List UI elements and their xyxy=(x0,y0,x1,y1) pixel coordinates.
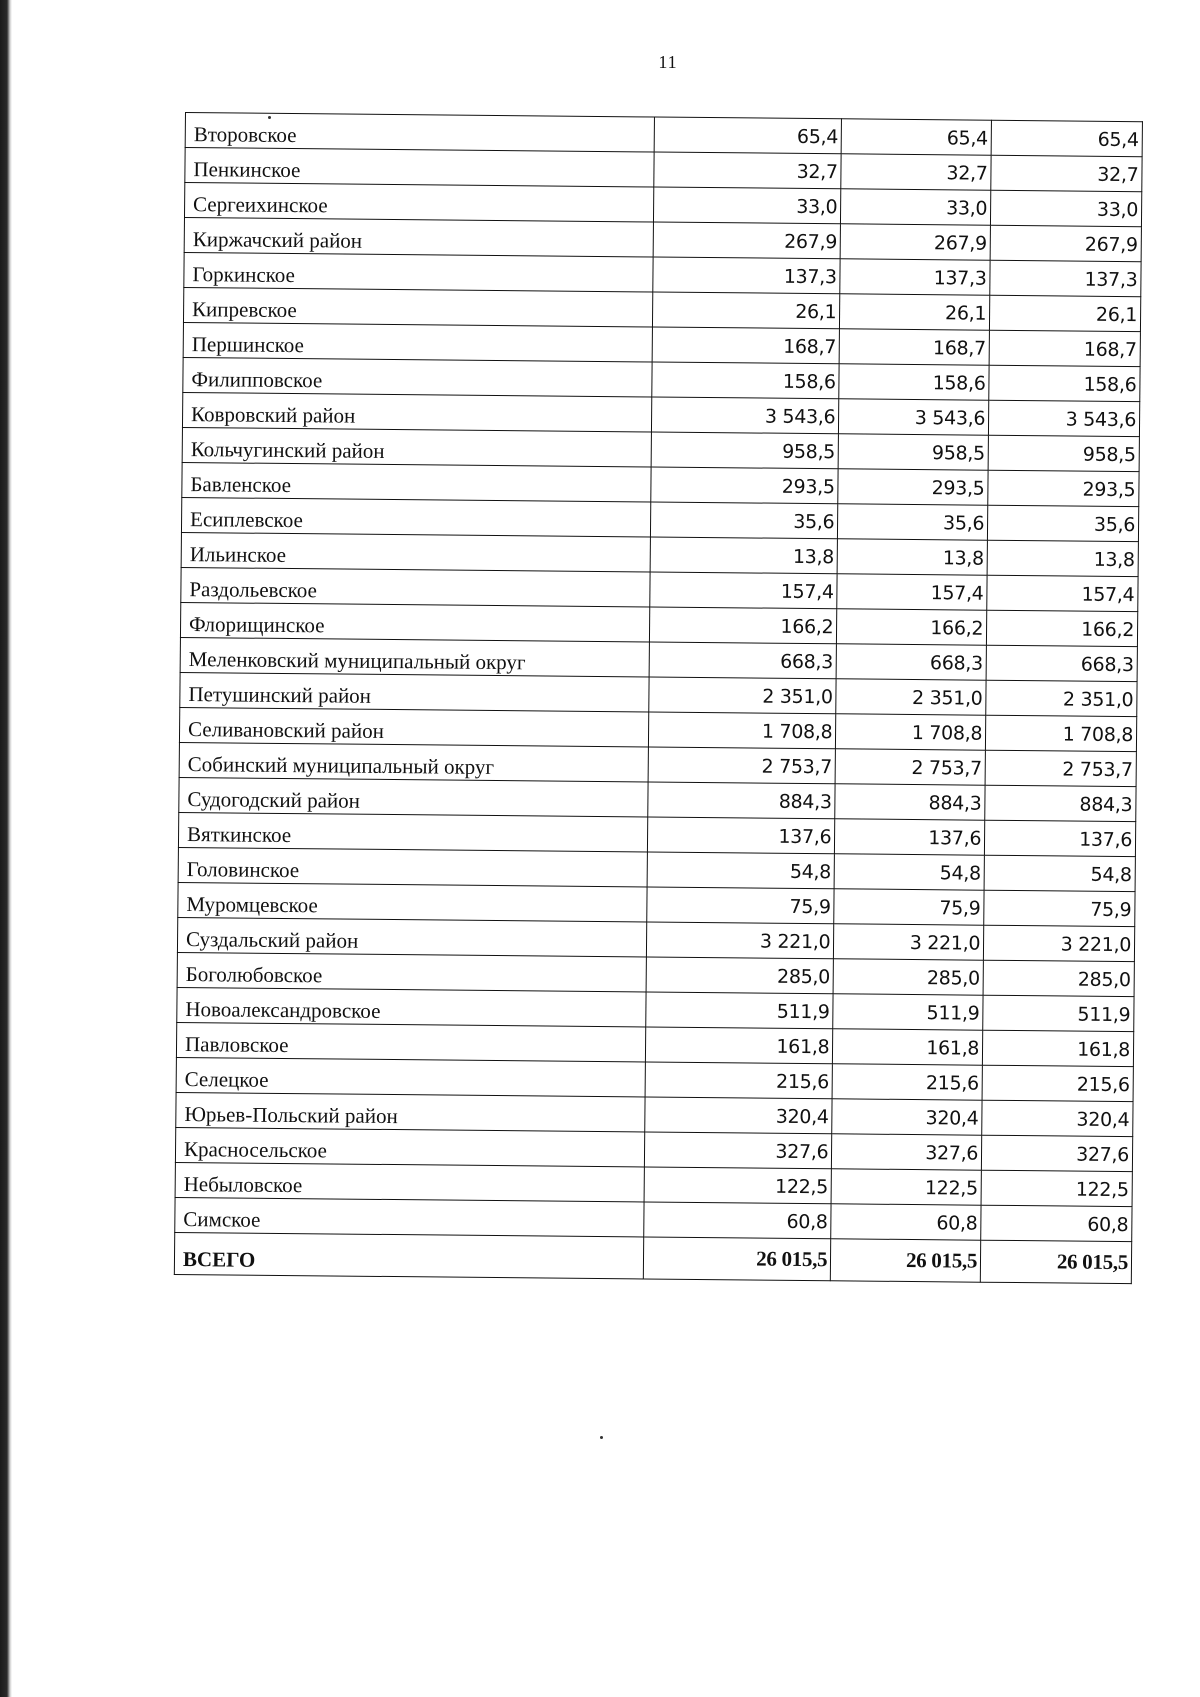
value-cell-col-3: 2 351,0 xyxy=(986,680,1137,716)
value-cell-col-1: 884,3 xyxy=(647,782,835,819)
row-name-cell: Ковровский район xyxy=(182,392,651,431)
row-name-cell: Головинское xyxy=(178,847,647,886)
row-name-cell: Кольчугинский район xyxy=(182,427,651,466)
value-cell-col-1: 137,6 xyxy=(647,817,835,854)
value-cell-col-1: 668,3 xyxy=(649,642,837,679)
value-cell-col-2: 166,2 xyxy=(837,609,987,645)
value-cell-col-1: 137,3 xyxy=(652,257,840,294)
value-cell-col-1: 158,6 xyxy=(651,362,839,399)
value-cell-col-2: 293,5 xyxy=(838,469,988,505)
row-name-cell: Пенкинское xyxy=(185,148,654,187)
row-name-cell: Есиплевское xyxy=(181,497,650,536)
value-cell-col-2: 65,4 xyxy=(841,119,991,155)
total-value-col-2: 26 015,5 xyxy=(831,1239,981,1282)
value-cell-col-2: 168,7 xyxy=(839,329,989,365)
value-cell-col-3: 2 753,7 xyxy=(985,750,1136,786)
value-cell-col-1: 2 351,0 xyxy=(648,677,836,714)
value-cell-col-2: 157,4 xyxy=(837,574,987,610)
row-name-cell: Боголюбовское xyxy=(177,952,646,991)
row-name-cell: Селивановский район xyxy=(179,707,648,746)
value-cell-col-3: 32,7 xyxy=(991,155,1142,191)
row-name-cell: Муромцевское xyxy=(178,882,647,921)
row-name-cell: Павловское xyxy=(176,1022,645,1061)
value-cell-col-3: 327,6 xyxy=(982,1135,1133,1171)
value-cell-col-2: 327,6 xyxy=(832,1134,982,1170)
value-cell-col-2: 26,1 xyxy=(840,294,990,330)
row-name-cell: Филипповское xyxy=(183,357,652,396)
scan-edge xyxy=(0,0,12,1697)
row-name-cell: Сергеихинское xyxy=(184,183,653,222)
row-name-cell: Юрьев-Польский район xyxy=(176,1092,645,1131)
row-name-cell: Вяткинское xyxy=(178,812,647,851)
value-cell-col-3: 60,8 xyxy=(981,1205,1132,1241)
value-cell-col-2: 958,5 xyxy=(838,434,988,470)
value-cell-col-1: 1 708,8 xyxy=(648,712,836,749)
value-cell-col-2: 320,4 xyxy=(832,1099,982,1135)
value-cell-col-1: 958,5 xyxy=(651,432,839,469)
value-cell-col-2: 137,6 xyxy=(835,819,985,855)
row-name-cell: Бавленское xyxy=(182,462,651,501)
value-cell-col-1: 26,1 xyxy=(652,292,840,329)
value-cell-col-2: 137,3 xyxy=(840,259,990,295)
row-name-cell: Симское xyxy=(175,1197,644,1236)
value-cell-col-1: 122,5 xyxy=(644,1167,832,1204)
value-cell-col-1: 65,4 xyxy=(654,117,842,154)
value-cell-col-3: 122,5 xyxy=(981,1170,1132,1206)
value-cell-col-3: 137,6 xyxy=(985,820,1136,856)
value-cell-col-2: 35,6 xyxy=(838,504,988,540)
value-cell-col-2: 75,9 xyxy=(834,889,984,925)
row-name-cell: Кипревское xyxy=(183,287,652,326)
value-cell-col-2: 32,7 xyxy=(841,154,991,190)
value-cell-col-2: 33,0 xyxy=(841,189,991,225)
value-cell-col-2: 122,5 xyxy=(831,1169,981,1205)
value-cell-col-1: 2 753,7 xyxy=(648,747,836,784)
value-cell-col-2: 285,0 xyxy=(833,959,983,995)
value-cell-col-3: 285,0 xyxy=(983,960,1134,996)
value-cell-col-3: 668,3 xyxy=(986,645,1137,681)
value-cell-col-2: 161,8 xyxy=(833,1029,983,1065)
value-cell-col-3: 511,9 xyxy=(983,995,1134,1031)
value-cell-col-2: 13,8 xyxy=(837,539,987,575)
value-cell-col-3: 166,2 xyxy=(987,610,1138,646)
row-name-cell: Второвское xyxy=(185,113,654,152)
value-cell-col-2: 267,9 xyxy=(840,224,990,260)
value-cell-col-3: 158,6 xyxy=(989,365,1140,401)
value-cell-col-3: 293,5 xyxy=(988,470,1139,506)
value-cell-col-3: 33,0 xyxy=(991,190,1142,226)
row-name-cell: Меленковский муниципальный округ xyxy=(180,637,649,676)
total-label: ВСЕГО xyxy=(174,1232,643,1278)
value-cell-col-1: 168,7 xyxy=(652,327,840,364)
scan-speck xyxy=(268,116,271,119)
value-cell-col-1: 75,9 xyxy=(646,887,834,924)
row-name-cell: Флорищинское xyxy=(180,602,649,641)
value-cell-col-3: 958,5 xyxy=(988,435,1139,471)
value-cell-col-2: 158,6 xyxy=(839,364,989,400)
row-name-cell: Собинский муниципальный округ xyxy=(179,742,648,781)
value-cell-col-2: 2 753,7 xyxy=(835,749,985,785)
row-name-cell: Раздольевское xyxy=(181,567,650,606)
value-cell-col-3: 75,9 xyxy=(984,890,1135,926)
value-cell-col-1: 32,7 xyxy=(653,152,841,189)
value-cell-col-2: 884,3 xyxy=(835,784,985,820)
row-name-cell: Петушинский район xyxy=(180,672,649,711)
value-cell-col-3: 320,4 xyxy=(982,1100,1133,1136)
value-cell-col-3: 3 221,0 xyxy=(984,925,1135,961)
allocation-table xyxy=(174,112,1143,1284)
value-cell-col-3: 215,6 xyxy=(982,1065,1133,1101)
total-value-col-3: 26 015,5 xyxy=(980,1240,1131,1283)
value-cell-col-1: 60,8 xyxy=(643,1202,831,1239)
value-cell-col-2: 2 351,0 xyxy=(836,679,986,715)
value-cell-col-1: 511,9 xyxy=(645,992,833,1029)
value-cell-col-3: 26,1 xyxy=(990,295,1141,331)
value-cell-col-2: 215,6 xyxy=(832,1064,982,1100)
table-body xyxy=(174,113,1142,1284)
value-cell-col-1: 161,8 xyxy=(645,1027,833,1064)
page-number: 11 xyxy=(658,52,678,72)
row-name-cell: Горкинское xyxy=(184,252,653,291)
value-cell-col-3: 884,3 xyxy=(985,785,1136,821)
value-cell-col-3: 168,7 xyxy=(989,330,1140,366)
total-value-col-1: 26 015,5 xyxy=(643,1237,831,1281)
value-cell-col-2: 3 221,0 xyxy=(834,924,984,960)
value-cell-col-2: 3 543,6 xyxy=(839,399,989,435)
value-cell-col-1: 293,5 xyxy=(650,467,838,504)
value-cell-col-1: 166,2 xyxy=(649,607,837,644)
value-cell-col-1: 157,4 xyxy=(649,572,837,609)
value-cell-col-3: 3 543,6 xyxy=(989,400,1140,436)
row-name-cell: Ильинское xyxy=(181,532,650,571)
value-cell-col-1: 13,8 xyxy=(650,537,838,574)
row-name-cell: Судогодский район xyxy=(179,777,648,816)
row-name-cell: Небыловское xyxy=(175,1162,644,1201)
value-cell-col-1: 3 221,0 xyxy=(646,922,834,959)
value-cell-col-3: 161,8 xyxy=(983,1030,1134,1066)
row-name-cell: Селецкое xyxy=(176,1057,645,1096)
value-cell-col-3: 35,6 xyxy=(988,505,1139,541)
row-name-cell: Першинское xyxy=(183,322,652,361)
value-cell-col-2: 54,8 xyxy=(834,854,984,890)
value-cell-col-1: 35,6 xyxy=(650,502,838,539)
value-cell-col-1: 320,4 xyxy=(644,1097,832,1134)
row-name-cell: Красносельское xyxy=(175,1127,644,1166)
row-name-cell: Киржачский район xyxy=(184,217,653,256)
value-cell-col-1: 327,6 xyxy=(644,1132,832,1169)
value-cell-col-3: 267,9 xyxy=(990,225,1141,261)
value-cell-col-3: 137,3 xyxy=(990,260,1141,296)
row-name-cell: Суздальский район xyxy=(177,917,646,956)
row-name-cell: Новоалександровское xyxy=(177,987,646,1026)
value-cell-col-1: 3 543,6 xyxy=(651,397,839,434)
value-cell-col-3: 1 708,8 xyxy=(986,715,1137,751)
value-cell-col-2: 1 708,8 xyxy=(836,714,986,750)
value-cell-col-3: 65,4 xyxy=(991,120,1142,156)
value-cell-col-2: 511,9 xyxy=(833,994,983,1030)
value-cell-col-1: 267,9 xyxy=(653,222,841,259)
scan-speck xyxy=(600,1436,603,1439)
value-cell-col-1: 285,0 xyxy=(646,957,834,994)
total-row xyxy=(174,1232,1131,1283)
value-cell-col-1: 33,0 xyxy=(653,187,841,224)
value-cell-col-3: 54,8 xyxy=(984,855,1135,891)
value-cell-col-1: 54,8 xyxy=(647,852,835,889)
value-cell-col-1: 215,6 xyxy=(645,1062,833,1099)
value-cell-col-2: 60,8 xyxy=(831,1204,981,1240)
value-cell-col-3: 157,4 xyxy=(987,575,1138,611)
value-cell-col-2: 668,3 xyxy=(836,644,986,680)
value-cell-col-3: 13,8 xyxy=(987,540,1138,576)
